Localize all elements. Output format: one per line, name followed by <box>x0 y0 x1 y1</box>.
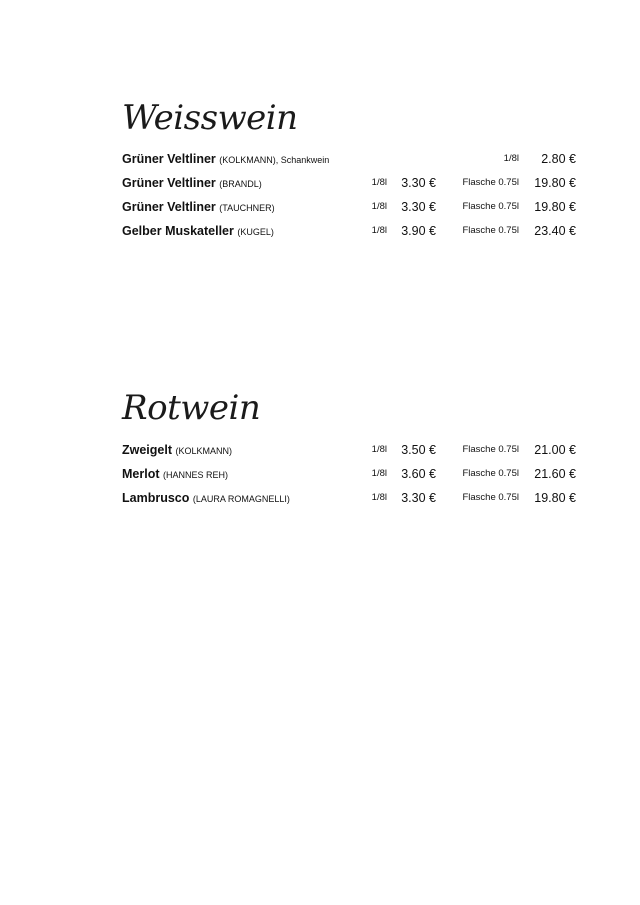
bottle-size: Flasche 0.75l <box>462 225 519 236</box>
wine-name: Grüner Veltliner <box>122 200 216 214</box>
menu-item <box>122 173 578 193</box>
wine-name: Grüner Veltliner <box>122 152 216 166</box>
wine-producer: (TAUCHNER) <box>219 203 275 213</box>
section-title-rotwein: Rotwein <box>122 388 261 428</box>
wine-name: Zweigelt <box>122 443 173 457</box>
menu-item <box>122 221 578 241</box>
wine-producer: (HANNES REH) <box>162 470 228 480</box>
bottle-price: 21.60 € <box>534 467 576 481</box>
menu-item <box>122 464 578 484</box>
section-title-weisswein: Weisswein <box>122 98 298 138</box>
glass-price: 3.30 € <box>401 176 436 190</box>
menu-item <box>122 149 578 169</box>
bottle-price: 19.80 € <box>534 176 576 190</box>
menu-item <box>122 197 578 217</box>
bottle-size: Flasche 0.75l <box>462 444 519 455</box>
glass-size: 1/8l <box>371 201 387 212</box>
wine-producer: (KOLKMANN) <box>175 446 233 456</box>
bottle-size: Flasche 0.75l <box>462 468 519 479</box>
glass-size: 1/8l <box>371 468 387 479</box>
wine-name: Lambrusco <box>122 491 190 505</box>
glass-size: 1/8l <box>371 444 387 455</box>
bottle-size: Flasche 0.75l <box>462 177 519 188</box>
bottle-size: Flasche 0.75l <box>462 492 519 503</box>
bottle-price: 2.80 € <box>541 152 576 166</box>
bottle-price: 19.80 € <box>534 200 576 214</box>
glass-size: 1/8l <box>371 492 387 503</box>
wine-name: Gelber Muskateller <box>122 224 234 238</box>
bottle-price: 19.80 € <box>534 491 576 505</box>
menu-item <box>122 440 578 460</box>
glass-size: 1/8l <box>371 177 387 188</box>
wine-name: Grüner Veltliner <box>122 176 216 190</box>
bottle-size: Flasche 0.75l <box>462 201 519 212</box>
glass-size: 1/8l <box>371 225 387 236</box>
wine-producer: (BRANDL) <box>219 179 262 189</box>
menu-item <box>122 488 578 508</box>
glass-price: 3.30 € <box>401 491 436 505</box>
bottle-price: 21.00 € <box>534 443 576 457</box>
glass-price: 3.50 € <box>401 443 436 457</box>
glass-price: 3.60 € <box>401 467 436 481</box>
wine-producer: (KUGEL) <box>237 227 274 237</box>
bottle-size: 1/8l <box>503 153 519 164</box>
wine-producer: (KOLKMANN), Schankwein <box>219 155 330 165</box>
wine-name: Merlot <box>122 467 160 481</box>
glass-price: 3.90 € <box>401 224 436 238</box>
glass-price: 3.30 € <box>401 200 436 214</box>
bottle-price: 23.40 € <box>534 224 576 238</box>
wine-producer: (LAURA ROMAGNELLI) <box>192 494 290 504</box>
